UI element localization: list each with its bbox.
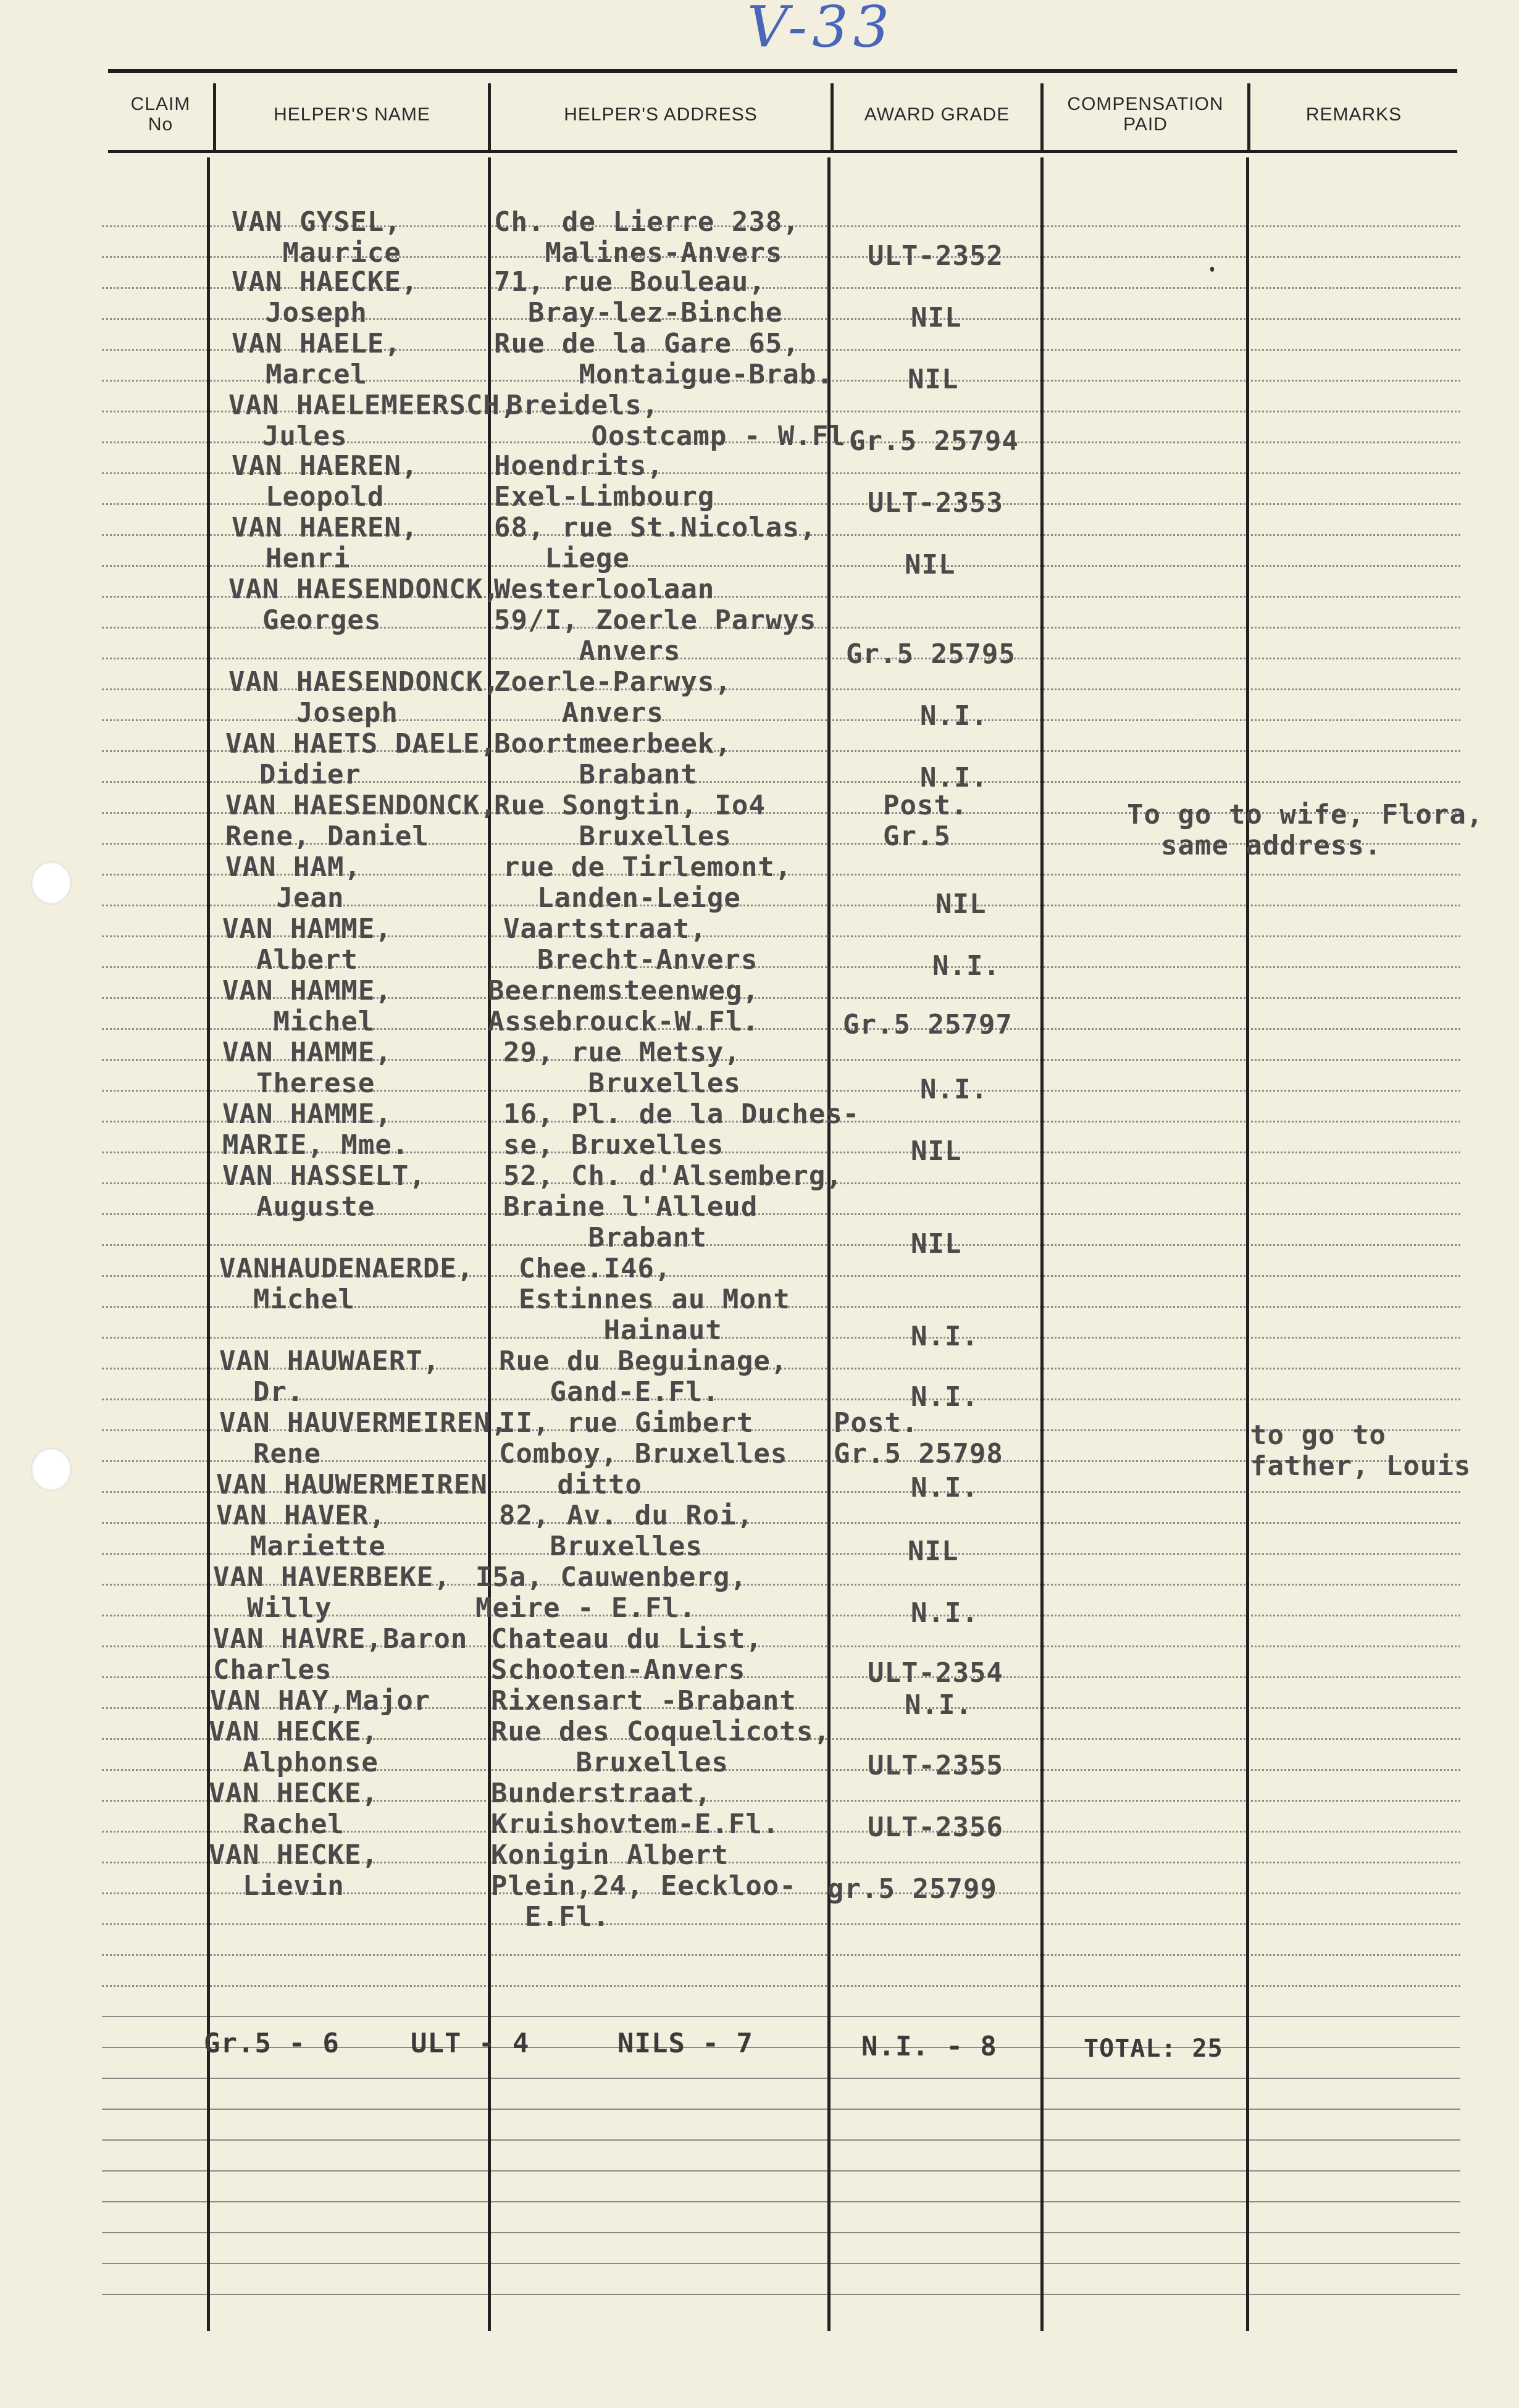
award-grade: ULT-2353: [868, 487, 1003, 519]
helper-address: Hoendrits, Exel-Limbourg: [494, 450, 715, 512]
award-grade: N.I.: [911, 1472, 979, 1503]
award-grade: Gr.5 25795: [846, 638, 1016, 670]
award-grade: NIL: [908, 364, 959, 395]
header-divider: [1247, 83, 1250, 151]
column-divider: [1040, 157, 1044, 2331]
header-remarks: REMARKS: [1305, 104, 1402, 125]
helper-address: Rue des Coquelicots, Bruxelles: [491, 1716, 831, 1778]
ledger-line: [102, 2139, 1460, 2141]
award-grade: N.I.: [920, 762, 988, 793]
helper-name: VAN HECKE, Alphonse: [209, 1716, 379, 1778]
form-mark: V-33: [747, 0, 895, 60]
helper-name: VAN HAESENDONCK, Rene, Daniel: [225, 790, 497, 852]
header-divider: [1040, 83, 1044, 151]
award-grade: Post. Gr.5: [883, 790, 968, 852]
helper-name: VAN GYSEL, Maurice: [232, 206, 401, 269]
helper-name: VAN HAETS DAELE, Didier: [225, 728, 497, 790]
helper-address: Zoerle-Parwys, Anvers: [494, 666, 732, 729]
header-helpers-name: HELPER'S NAME: [274, 104, 430, 125]
helper-name: VAN HAESENDONCK, Georges: [228, 574, 500, 636]
helper-address: Rue du Beguinage, Gand-E.Fl.: [499, 1345, 788, 1408]
column-divider: [1246, 157, 1249, 2331]
ledger-line: [102, 2201, 1460, 2202]
helper-address: Westerloolaan 59/I, Zoerle Parwys Anvers: [494, 574, 817, 667]
helper-name: VAN HAM, Jean: [225, 851, 361, 914]
helper-name: VAN HAY,Major: [210, 1685, 431, 1716]
ledger-line: [102, 2078, 1460, 2079]
award-grade: NIL: [911, 302, 962, 333]
helper-address: Bunderstraat, Kruishovtem-E.Fl.: [491, 1778, 780, 1840]
helper-address: Beernemsteenweg, Assebrouck-W.Fl.: [488, 975, 760, 1037]
helper-name: VAN HAUWERMEIREN: [216, 1469, 488, 1500]
helper-address: Rue Songtin, Io4 Bruxelles: [494, 790, 766, 852]
award-grade: N.I.: [905, 1689, 973, 1721]
header-bottom-rule: [108, 150, 1457, 153]
helper-address: 52, Ch. d'Alsemberg, Braine l'Alleud Brabant: [503, 1160, 843, 1253]
ledger-line: [102, 2294, 1460, 2295]
helper-name: VAN HAUVERMEIREN, Rene: [219, 1407, 508, 1469]
header-divider: [488, 83, 491, 151]
helper-address: ditto: [506, 1469, 642, 1500]
award-grade: ULT-2356: [868, 1812, 1003, 1843]
helper-address: 82, Av. du Roi, Bruxelles: [499, 1500, 754, 1562]
helper-address: Konigin Albert Plein,24, Eeckloo- E.Fl.: [491, 1839, 797, 1933]
header-divider: [831, 83, 834, 151]
award-grade: gr.5 25799: [827, 1873, 997, 1905]
total-count: TOTAL: 25: [1084, 2034, 1223, 2063]
award-grade: NIL: [905, 549, 956, 580]
helper-address: 16, Pl. de la Duches- se, Bruxelles: [503, 1098, 860, 1161]
helper-address: Vaartstraat, Brecht-Anvers: [503, 913, 758, 976]
helper-address: rue de Tirlemont, Landen-Leige: [503, 851, 792, 914]
helper-name: VAN HAMME, MARIE, Mme.: [222, 1098, 409, 1161]
header-divider: [213, 83, 216, 151]
award-grade: Gr.5 25797: [843, 1009, 1013, 1040]
award-grade: N.I.: [911, 1381, 979, 1413]
helper-name: VANHAUDENAERDE, Michel: [219, 1253, 474, 1315]
award-grade: Post. Gr.5 25798: [834, 1407, 1003, 1469]
remarks-note: to go to father, Louis: [1250, 1419, 1471, 1482]
remarks-note: To go to wife, Flora, same address.: [1127, 799, 1484, 861]
award-grade: N.I.: [911, 1321, 979, 1352]
award-grade: ULT-2354: [868, 1657, 1003, 1689]
helper-name: VAN HAVERBEKE, Willy: [213, 1561, 451, 1624]
award-grade: NIL: [908, 1536, 959, 1567]
award-grade: N.I.: [911, 1597, 979, 1629]
helper-name: VAN HAESENDONCK, Joseph: [228, 666, 500, 729]
award-grade: N.I.: [920, 700, 988, 732]
ledger-line: [102, 2016, 1460, 2017]
award-grade: NIL: [911, 1228, 962, 1260]
punch-hole: [31, 1448, 72, 1491]
helper-name: VAN HAVRE,Baron Charles: [213, 1623, 468, 1686]
helper-name: VAN HAECKE, Joseph: [232, 266, 419, 328]
helper-name: VAN HAUWAERT, Dr.: [219, 1345, 440, 1408]
helper-address: Rue de la Gare 65, Montaigue-Brab.: [494, 328, 834, 390]
helper-name: VAN HAMME, Michel: [222, 975, 392, 1037]
helper-address: Boortmeerbeek, Brabant: [494, 728, 732, 790]
helper-name: VAN HECKE, Lievin: [209, 1839, 379, 1902]
ledger-line: [102, 1954, 1460, 1956]
header-claim-no: CLAIM No: [130, 94, 191, 135]
award-grade: NIL: [911, 1135, 962, 1167]
award-grade: ULT-2355: [868, 1750, 1003, 1781]
ledger-line: [102, 2232, 1460, 2233]
helper-address: 29, rue Metsy, Bruxelles: [503, 1037, 741, 1099]
helper-address: 71, rue Bouleau, Bray-lez-Binche: [494, 266, 783, 328]
helper-name: VAN HAVER, Mariette: [216, 1500, 386, 1562]
helper-name: VAN HAEREN, Henri: [232, 512, 419, 574]
column-divider: [207, 157, 210, 2331]
ledger-line: [102, 2170, 1460, 2172]
total-gr5: Gr.5 - 6: [204, 2028, 340, 2059]
helper-address: Rixensart -Brabant: [491, 1685, 797, 1716]
helper-name: VAN HAMME, Therese: [222, 1037, 392, 1099]
helper-address: I5a, Cauwenberg, Meire - E.Fl.: [475, 1561, 747, 1624]
stray-mark: [1210, 267, 1214, 272]
helper-address: 68, rue St.Nicolas, Liege: [494, 512, 817, 574]
helper-name: VAN HAELEMEERSCH, Jules: [228, 390, 517, 452]
helper-address: Breidels, Oostcamp - W.Fl.: [506, 390, 863, 452]
helper-name: VAN HAMME, Albert: [222, 913, 392, 976]
helper-name: VAN HAEREN, Leopold: [232, 450, 419, 512]
award-grade: N.I.: [920, 1074, 988, 1105]
total-nils: NILS - 7: [617, 2028, 753, 2059]
helper-address: Chateau du List, Schooten-Anvers: [491, 1623, 763, 1686]
header-compensation-paid: COMPENSATION PAID: [1067, 94, 1224, 135]
award-grade: Gr.5 25794: [849, 425, 1019, 457]
ledger-line: [102, 2109, 1460, 2110]
ledger-line: [102, 2263, 1460, 2264]
total-ult: ULT - 4: [411, 2028, 530, 2059]
header-helpers-address: HELPER'S ADDRESS: [564, 104, 758, 125]
helper-address: Ch. de Lierre 238, Malines-Anvers: [494, 206, 800, 269]
award-grade: N.I.: [932, 950, 1000, 982]
ledger-line: [102, 1985, 1460, 1987]
total-ni: N.I. - 8: [861, 2031, 997, 2062]
helper-address: Chee.I46, Estinnes au Mont Hainaut: [519, 1253, 790, 1346]
helper-name: VAN HAELE, Marcel: [232, 328, 401, 390]
helper-name: VAN HECKE, Rachel: [209, 1778, 379, 1840]
top-rule: [108, 69, 1457, 73]
column-divider: [488, 157, 491, 2331]
award-grade: NIL: [935, 888, 987, 920]
header-award-grade: AWARD GRADE: [864, 104, 1010, 125]
helper-name: VAN HASSELT, Auguste: [222, 1160, 426, 1223]
award-grade: ULT-2352: [868, 240, 1003, 272]
punch-hole: [31, 861, 72, 905]
helper-address: II, rue Gimbert Comboy, Bruxelles: [499, 1407, 788, 1469]
